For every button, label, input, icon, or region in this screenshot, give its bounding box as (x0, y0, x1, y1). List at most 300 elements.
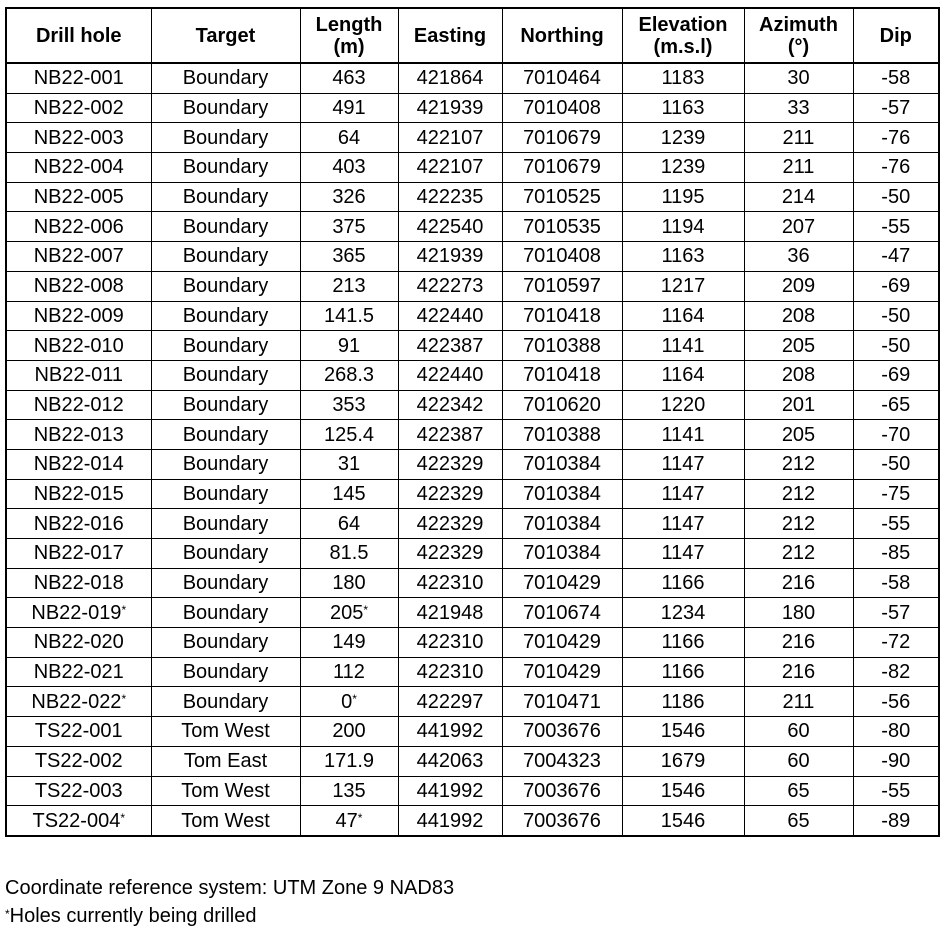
cell-length (300, 598, 398, 628)
cell-value: 91 (337, 334, 361, 357)
cell-length (300, 746, 398, 776)
cell-azimuth (744, 687, 853, 717)
cell-northing (502, 687, 622, 717)
cell-dip (853, 93, 939, 123)
cell-value: 141.5 (323, 304, 375, 327)
cell-value: 212 (781, 482, 816, 505)
cell-value: Boundary (182, 661, 269, 684)
cell-value: Boundary (182, 423, 269, 446)
cell-value: 1147 (661, 512, 705, 535)
cell-value: 7004323 (523, 750, 601, 773)
cell-value: Tom West (181, 809, 270, 832)
cell-target (151, 568, 300, 598)
cell-value: 201 (781, 393, 816, 416)
cell-value: -76 (881, 156, 911, 179)
cell-azimuth (744, 657, 853, 687)
cell-value: 7010384 (523, 482, 601, 505)
cell-value: -50 (881, 453, 911, 476)
cell-elevation (622, 598, 744, 628)
cell-value: 1147 (661, 453, 705, 476)
cell-target (151, 182, 300, 212)
cell-northing (502, 360, 622, 390)
table-row (6, 271, 939, 301)
cell-dip (853, 539, 939, 569)
cell-northing (502, 390, 622, 420)
cell-dip (853, 182, 939, 212)
cell-northing (502, 271, 622, 301)
cell-value: TS22-002 (34, 750, 123, 773)
cell-value: Boundary (182, 572, 269, 595)
in-progress-marker: * (120, 810, 125, 825)
cell-value: -55 (881, 215, 911, 238)
table-row (6, 717, 939, 747)
cell-dip (853, 331, 939, 361)
cell-value: 125.4 (323, 423, 375, 446)
in-progress-marker: * (357, 810, 363, 825)
cell-dip (853, 123, 939, 153)
column-header-unit: (°) (787, 35, 810, 58)
cell-length (300, 390, 398, 420)
cell-azimuth (744, 628, 853, 658)
cell-value: 1163 (661, 245, 705, 268)
cell-azimuth (744, 449, 853, 479)
cell-length (300, 331, 398, 361)
cell-value: 1679 (660, 750, 706, 773)
cell-value: -80 (881, 720, 911, 743)
cell-value: 7010388 (523, 334, 601, 357)
table-row (6, 568, 939, 598)
cell-value: TS22-004 (32, 809, 121, 832)
cell-northing (502, 63, 622, 93)
cell-value: -58 (881, 572, 911, 595)
cell-easting (398, 212, 502, 242)
column-header-label: Elevation (638, 13, 728, 36)
cell-northing (502, 568, 622, 598)
cell-target (151, 628, 300, 658)
cell-value: 1166 (661, 572, 705, 595)
cell-hole (6, 93, 151, 123)
cell-value: 268.3 (323, 364, 375, 387)
cell-dip (853, 449, 939, 479)
cell-value: 60 (787, 720, 810, 743)
cell-length (300, 93, 398, 123)
cell-length (300, 242, 398, 272)
cell-northing (502, 657, 622, 687)
cell-value: 212 (781, 453, 816, 476)
cell-value: Boundary (182, 601, 269, 624)
cell-northing (502, 242, 622, 272)
cell-easting (398, 390, 502, 420)
cell-easting (398, 509, 502, 539)
footnote-star: * (5, 907, 10, 921)
cell-value: 149 (332, 631, 366, 654)
cell-value: 145 (332, 482, 366, 505)
table-row (6, 153, 939, 183)
column-header-length (300, 8, 398, 63)
table-row (6, 182, 939, 212)
cell-value: 1239 (660, 126, 706, 149)
cell-hole (6, 806, 151, 836)
cell-value: -55 (881, 779, 911, 802)
cell-value: 422273 (416, 275, 484, 298)
cell-value: 422107 (416, 126, 484, 149)
column-header-elevation (622, 8, 744, 63)
cell-azimuth (744, 242, 853, 272)
cell-value: 1239 (660, 156, 706, 179)
drill-hole-table-container (5, 7, 938, 837)
table-body (6, 63, 939, 836)
cell-value: 422342 (416, 393, 484, 416)
cell-value: 1234 (660, 601, 706, 624)
cell-azimuth (744, 63, 853, 93)
cell-value: 1546 (660, 809, 706, 832)
cell-value: 216 (781, 631, 816, 654)
cell-northing (502, 93, 622, 123)
cell-value: 7010418 (523, 364, 601, 387)
cell-azimuth (744, 420, 853, 450)
cell-easting (398, 449, 502, 479)
cell-azimuth (744, 806, 853, 836)
cell-value: Boundary (182, 334, 269, 357)
cell-value: 7010388 (523, 423, 601, 446)
cell-value: Boundary (182, 482, 269, 505)
column-header-label: Easting (413, 24, 487, 47)
crs-note: Coordinate reference system: UTM Zone 9 NAD83 (5, 877, 455, 899)
cell-value: 7003676 (523, 809, 601, 832)
cell-elevation (622, 479, 744, 509)
cell-elevation (622, 806, 744, 836)
cell-azimuth (744, 271, 853, 301)
in-progress-marker: * (121, 602, 127, 617)
cell-value: -50 (881, 186, 911, 209)
cell-value: -65 (881, 393, 911, 416)
cell-target (151, 657, 300, 687)
cell-value: NB22-012 (33, 393, 124, 416)
cell-value: NB22-020 (33, 631, 124, 654)
column-header-northing (502, 8, 622, 63)
cell-value: -75 (881, 482, 911, 505)
cell-value: 422235 (416, 186, 484, 209)
cell-northing (502, 212, 622, 242)
cell-length (300, 360, 398, 390)
cell-elevation (622, 449, 744, 479)
cell-value: NB22-015 (33, 482, 124, 505)
cell-elevation (622, 331, 744, 361)
table-row (6, 509, 939, 539)
cell-dip (853, 390, 939, 420)
cell-value: 422387 (416, 423, 484, 446)
cell-target (151, 806, 300, 836)
cell-value: 7010525 (523, 186, 601, 209)
cell-value: 422310 (416, 631, 484, 654)
cell-value: Boundary (182, 690, 269, 713)
cell-value: NB22-016 (33, 512, 124, 535)
cell-dip (853, 776, 939, 806)
cell-target (151, 153, 300, 183)
cell-value: 1546 (660, 720, 706, 743)
cell-value: 441992 (416, 720, 484, 743)
cell-value: Tom West (181, 720, 270, 743)
cell-value: 205 (329, 601, 364, 624)
cell-value: -89 (881, 809, 911, 832)
cell-value: 7003676 (523, 779, 601, 802)
cell-value: 30 (787, 67, 810, 90)
cell-northing (502, 717, 622, 747)
cell-length (300, 449, 398, 479)
cell-value: NB22-019 (31, 601, 122, 624)
cell-value: 180 (781, 601, 816, 624)
cell-length (300, 123, 398, 153)
cell-value: -85 (881, 542, 911, 565)
cell-dip (853, 479, 939, 509)
cell-value: 36 (787, 245, 810, 268)
cell-value: Boundary (182, 542, 269, 565)
cell-value: -57 (881, 97, 911, 120)
cell-value: 216 (781, 661, 816, 684)
table-row (6, 806, 939, 836)
cell-value: 421864 (416, 67, 484, 90)
cell-azimuth (744, 331, 853, 361)
cell-value: 421939 (416, 245, 484, 268)
cell-dip (853, 509, 939, 539)
cell-value: 422387 (416, 334, 484, 357)
cell-hole (6, 776, 151, 806)
cell-value: 422310 (416, 661, 484, 684)
cell-length (300, 657, 398, 687)
cell-hole (6, 568, 151, 598)
cell-northing (502, 331, 622, 361)
cell-value: 1217 (660, 275, 706, 298)
table-row (6, 479, 939, 509)
cell-elevation (622, 390, 744, 420)
table-row (6, 93, 939, 123)
cell-target (151, 776, 300, 806)
cell-length (300, 301, 398, 331)
cell-elevation (622, 212, 744, 242)
cell-easting (398, 271, 502, 301)
cell-value: NB22-007 (33, 245, 124, 268)
cell-target (151, 212, 300, 242)
cell-value: 212 (781, 542, 816, 565)
cell-value: Boundary (182, 215, 269, 238)
cell-value: 112 (333, 661, 365, 684)
column-header-label: Drill hole (35, 24, 122, 47)
cell-value: -72 (881, 631, 911, 654)
cell-value: Tom West (181, 779, 270, 802)
cell-value: 31 (337, 453, 361, 476)
cell-elevation (622, 123, 744, 153)
cell-value: 1195 (661, 186, 705, 209)
cell-hole (6, 420, 151, 450)
cell-length (300, 271, 398, 301)
cell-value: Boundary (182, 97, 269, 120)
cell-elevation (622, 509, 744, 539)
cell-value: 422329 (416, 512, 484, 535)
cell-target (151, 717, 300, 747)
cell-elevation (622, 717, 744, 747)
cell-value: 7010679 (523, 126, 601, 149)
cell-value: 7010429 (523, 572, 601, 595)
cell-hole (6, 628, 151, 658)
cell-hole (6, 390, 151, 420)
cell-elevation (622, 568, 744, 598)
cell-length (300, 509, 398, 539)
cell-value: 7010429 (523, 631, 601, 654)
cell-hole (6, 212, 151, 242)
cell-value: 422297 (416, 690, 484, 713)
cell-value: 7010597 (523, 275, 601, 298)
cell-easting (398, 539, 502, 569)
cell-easting (398, 628, 502, 658)
table-row (6, 776, 939, 806)
cell-easting (398, 93, 502, 123)
cell-value: 441992 (416, 809, 484, 832)
cell-value: 7010674 (523, 601, 601, 624)
cell-dip (853, 153, 939, 183)
cell-dip (853, 360, 939, 390)
cell-azimuth (744, 776, 853, 806)
cell-value: Boundary (182, 364, 269, 387)
cell-length (300, 153, 398, 183)
cell-northing (502, 479, 622, 509)
cell-value: 0 (341, 690, 353, 713)
cell-azimuth (744, 93, 853, 123)
cell-value: 7010620 (523, 393, 601, 416)
column-header-dip (853, 8, 939, 63)
cell-value: NB22-011 (34, 364, 124, 387)
cell-value: 1166 (661, 631, 705, 654)
cell-value: 353 (332, 393, 366, 416)
cell-value: 1166 (661, 661, 705, 684)
cell-elevation (622, 301, 744, 331)
cell-azimuth (744, 509, 853, 539)
drill-hole-table (5, 7, 940, 837)
cell-elevation (622, 242, 744, 272)
cell-northing (502, 420, 622, 450)
cell-value: 200 (332, 720, 366, 743)
cell-value: 422540 (416, 215, 484, 238)
cell-value: 33 (787, 97, 810, 120)
cell-value: 180 (332, 572, 366, 595)
cell-target (151, 687, 300, 717)
column-header-unit: (m) (333, 35, 365, 58)
cell-value: 422329 (416, 453, 484, 476)
cell-value: 64 (337, 512, 361, 535)
cell-hole (6, 63, 151, 93)
cell-elevation (622, 93, 744, 123)
cell-dip (853, 242, 939, 272)
cell-value: NB22-003 (33, 126, 124, 149)
cell-value: 7010429 (523, 661, 601, 684)
cell-elevation (622, 360, 744, 390)
cell-length (300, 806, 398, 836)
cell-target (151, 746, 300, 776)
cell-value: 421948 (416, 601, 484, 624)
cell-value: 1141 (661, 334, 705, 357)
cell-target (151, 93, 300, 123)
table-row (6, 628, 939, 658)
cell-dip (853, 717, 939, 747)
cell-value: -50 (881, 304, 911, 327)
cell-elevation (622, 776, 744, 806)
cell-hole (6, 717, 151, 747)
cell-length (300, 687, 398, 717)
cell-value: 7010471 (523, 690, 601, 713)
cell-hole (6, 242, 151, 272)
cell-length (300, 717, 398, 747)
cell-azimuth (744, 123, 853, 153)
cell-hole (6, 301, 151, 331)
cell-hole (6, 182, 151, 212)
cell-value: 7010384 (523, 453, 601, 476)
cell-easting (398, 331, 502, 361)
cell-value: 422107 (416, 156, 484, 179)
cell-elevation (622, 687, 744, 717)
cell-value: TS22-001 (34, 720, 123, 743)
cell-dip (853, 420, 939, 450)
cell-azimuth (744, 182, 853, 212)
cell-dip (853, 301, 939, 331)
cell-easting (398, 568, 502, 598)
cell-easting (398, 242, 502, 272)
cell-azimuth (744, 717, 853, 747)
cell-northing (502, 598, 622, 628)
cell-northing (502, 153, 622, 183)
cell-value: Boundary (182, 512, 269, 535)
cell-dip (853, 806, 939, 836)
cell-dip (853, 746, 939, 776)
cell-value: 491 (332, 97, 366, 120)
cell-northing (502, 449, 622, 479)
cell-value: 214 (781, 186, 816, 209)
cell-northing (502, 776, 622, 806)
cell-value: NB22-022 (31, 690, 122, 713)
cell-value: 422329 (416, 542, 484, 565)
cell-value: 1163 (661, 97, 705, 120)
cell-value: NB22-008 (33, 275, 124, 298)
cell-value: 365 (332, 245, 366, 268)
cell-target (151, 123, 300, 153)
cell-length (300, 479, 398, 509)
in-progress-marker: * (121, 691, 127, 706)
cell-value: NB22-009 (33, 304, 124, 327)
cell-azimuth (744, 568, 853, 598)
column-header-target (151, 8, 300, 63)
table-row (6, 746, 939, 776)
cell-value: -50 (881, 334, 911, 357)
column-header-label: Length (315, 13, 383, 36)
table-row (6, 449, 939, 479)
cell-value: -57 (881, 601, 911, 624)
cell-hole (6, 331, 151, 361)
cell-dip (853, 598, 939, 628)
cell-value: 1546 (660, 779, 706, 802)
cell-dip (853, 271, 939, 301)
cell-elevation (622, 746, 744, 776)
cell-value: 208 (781, 364, 816, 387)
cell-target (151, 242, 300, 272)
cell-dip (853, 212, 939, 242)
cell-hole (6, 271, 151, 301)
cell-northing (502, 301, 622, 331)
cell-target (151, 479, 300, 509)
cell-northing (502, 182, 622, 212)
cell-value: 81.5 (329, 542, 369, 565)
in-progress-marker: * (363, 602, 369, 617)
cell-elevation (622, 420, 744, 450)
table-row (6, 123, 939, 153)
table-row (6, 63, 939, 93)
